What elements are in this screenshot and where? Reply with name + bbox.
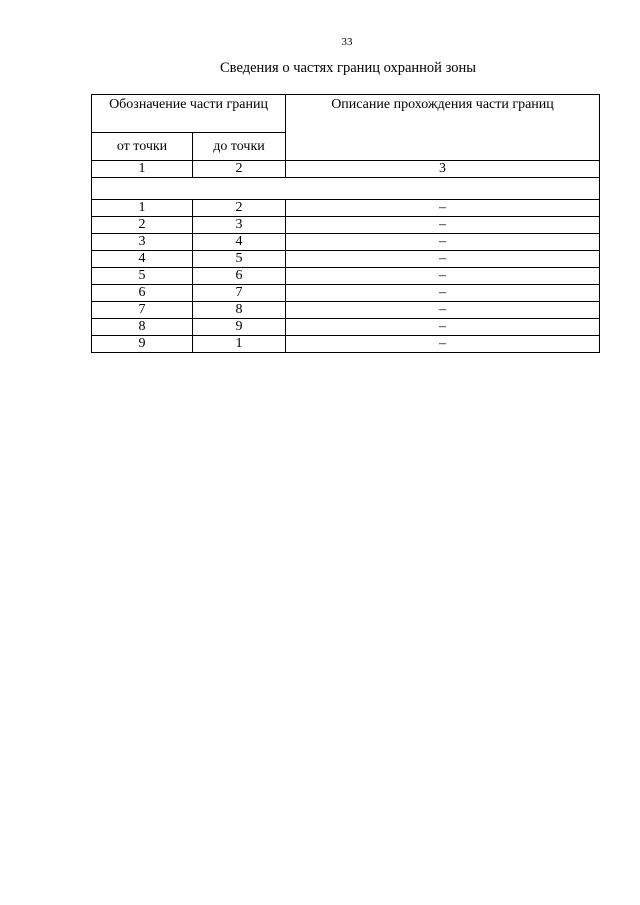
description-cell: –	[286, 285, 600, 302]
to-point-cell: 9	[193, 319, 286, 336]
to-point-cell: 5	[193, 251, 286, 268]
to-point-cell: 2	[193, 200, 286, 217]
to-point-cell: 8	[193, 302, 286, 319]
boundary-parts-table	[91, 94, 600, 353]
table-row	[92, 251, 600, 268]
from-point-cell: 4	[92, 251, 193, 268]
description-cell: –	[286, 217, 600, 234]
header-boundary-designation: Обозначение части границ	[92, 95, 286, 133]
table-header-row	[92, 95, 600, 133]
column-number: 1	[92, 161, 193, 178]
empty-separator-row	[92, 178, 600, 200]
from-point-cell: 5	[92, 268, 193, 285]
to-point-cell: 6	[193, 268, 286, 285]
table-row	[92, 336, 600, 353]
description-cell: –	[286, 234, 600, 251]
description-cell: –	[286, 336, 600, 353]
table-row	[92, 285, 600, 302]
table-row	[92, 268, 600, 285]
description-cell: –	[286, 319, 600, 336]
column-number: 3	[286, 161, 600, 178]
description-cell: –	[286, 302, 600, 319]
from-point-cell: 1	[92, 200, 193, 217]
table-row	[92, 234, 600, 251]
header-boundary-description: Описание прохождения части границ	[286, 95, 600, 161]
column-number: 2	[193, 161, 286, 178]
description-cell: –	[286, 251, 600, 268]
from-point-cell: 8	[92, 319, 193, 336]
table-row	[92, 200, 600, 217]
header-from-point: от точки	[92, 133, 193, 161]
from-point-cell: 9	[92, 336, 193, 353]
page-number: 33	[341, 36, 353, 48]
to-point-cell: 3	[193, 217, 286, 234]
to-point-cell: 1	[193, 336, 286, 353]
from-point-cell: 3	[92, 234, 193, 251]
table-row	[92, 319, 600, 336]
description-cell: –	[286, 268, 600, 285]
column-numbers-row	[92, 161, 600, 178]
from-point-cell: 7	[92, 302, 193, 319]
to-point-cell: 4	[193, 234, 286, 251]
table-row	[92, 217, 600, 234]
table-row	[92, 302, 600, 319]
from-point-cell: 6	[92, 285, 193, 302]
empty-cell	[92, 178, 600, 200]
from-point-cell: 2	[92, 217, 193, 234]
document-title: Сведения о частях границ охранной зоны	[220, 60, 476, 76]
to-point-cell: 7	[193, 285, 286, 302]
header-to-point: до точки	[193, 133, 286, 161]
description-cell: –	[286, 200, 600, 217]
